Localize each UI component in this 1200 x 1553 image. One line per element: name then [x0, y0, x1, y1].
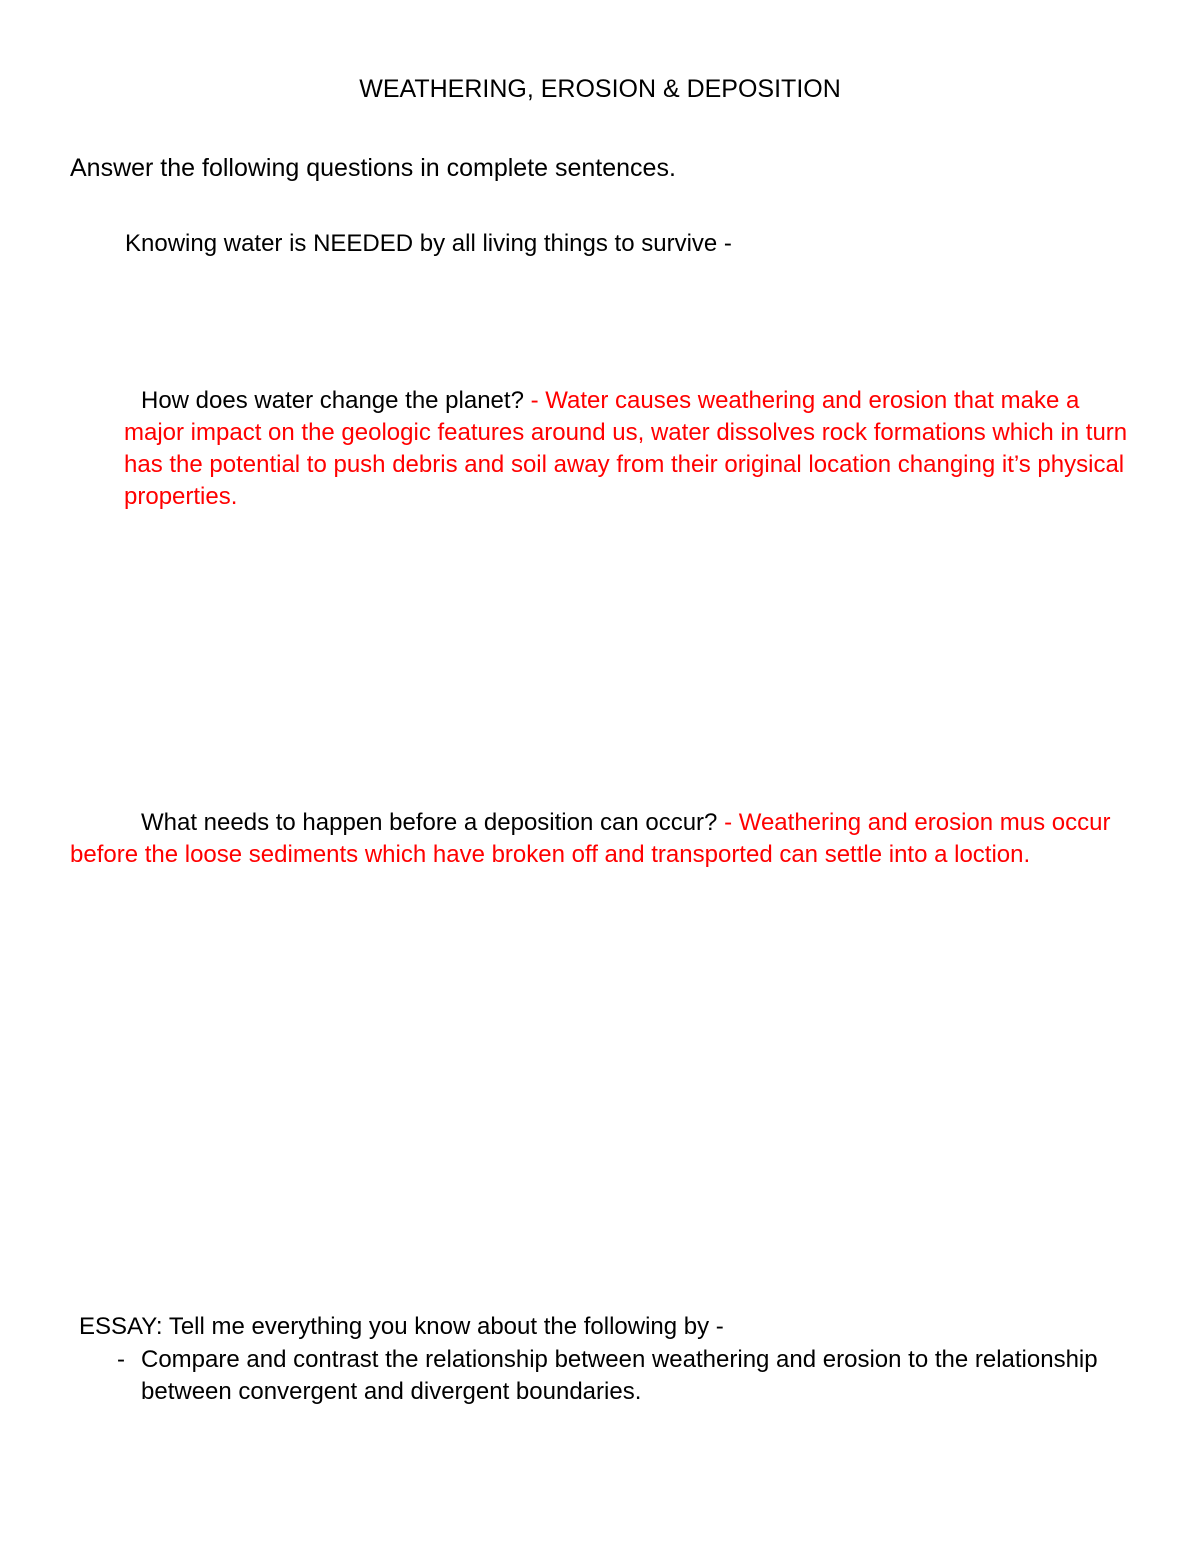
- essay-item-text: Compare and contrast the relationship between weathering and erosion to the relationship between convergent and divergent boundaries.: [141, 1346, 1098, 1405]
- essay-list-item: [117, 1344, 1117, 1408]
- question-3-prompt: What needs to happen before a deposition can occur?: [141, 809, 725, 836]
- question-2-prompt: How does water change the planet?: [141, 387, 531, 414]
- question-3-answer: - Weathering and erosion mus occur before the loose sediments which have broken off and transported can settle into a loction.: [70, 809, 1111, 868]
- instructions-text: Answer the following questions in complete sentences.: [70, 154, 676, 182]
- question-1-prompt: Knowing water is NEEDED by all living things to survive -: [125, 230, 732, 257]
- question-3: [70, 807, 1130, 871]
- question-2: [124, 385, 1144, 513]
- list-bullet: -: [117, 1346, 125, 1373]
- question-2-answer: - Water causes weathering and erosion that make a major impact on the geologic features around us, water dissolves rock formations which in turn has the potential to push debris and soil away from their original location changing it’s physical properties.: [124, 387, 1128, 510]
- essay-prompt: ESSAY: Tell me everything you know about the following by -: [79, 1313, 724, 1340]
- page-title: WEATHERING, EROSION & DEPOSITION: [359, 75, 841, 103]
- question-1: [125, 228, 732, 260]
